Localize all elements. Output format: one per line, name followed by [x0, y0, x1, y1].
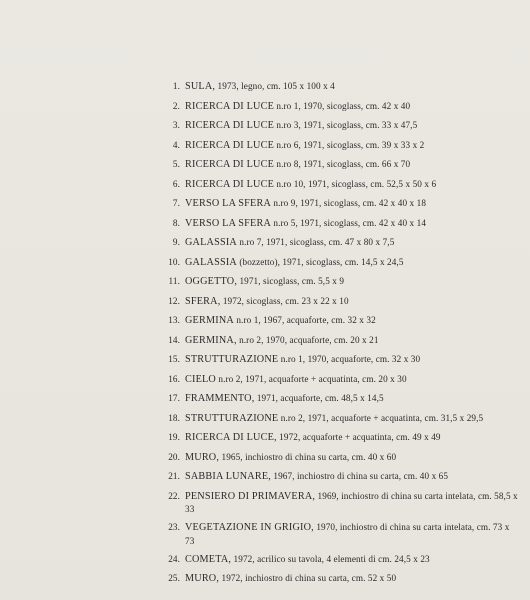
entry-text [185, 451, 520, 464]
entry-text [185, 80, 520, 93]
entry-text [185, 392, 520, 405]
entry-text [185, 236, 520, 249]
catalog-entry [160, 256, 520, 269]
entry-number: 16. [168, 373, 180, 384]
entry-detail: n.ro 3, 1971, sicoglass, cm. 33 x 47,5 [274, 120, 418, 130]
entry-title: VERSO LA SFERA [185, 198, 272, 209]
entry-number: 2. [172, 100, 180, 111]
entry-detail: n.ro 9, 1971, sicoglass, cm. 42 x 40 x 18 [271, 198, 427, 208]
entry-text [185, 373, 520, 386]
entry-detail: n.ro 1, 1970, acquaforte, cm. 32 x 30 [278, 354, 421, 364]
entry-text [185, 158, 520, 171]
entry-number: 13. [168, 315, 180, 325]
catalog-entry [160, 521, 520, 547]
entry-number: 4. [172, 139, 180, 150]
entry-title: SFERA, [185, 295, 221, 307]
catalog-entry [160, 275, 520, 288]
entry-text [185, 431, 520, 444]
entry-title: FRAMMENTO, [185, 393, 255, 404]
artwork-list [160, 80, 520, 592]
catalog-entry [160, 236, 520, 249]
entry-detail: 1972, inchiostro di china su carta, cm. 52 x 50 [219, 573, 397, 583]
entry-detail: n.ro 7, 1971, sicoglass, cm. 47 x 80 x 7,5 [236, 237, 395, 247]
entry-text [185, 275, 520, 288]
entry-number: 18. [168, 412, 180, 423]
entry-number: 5. [172, 159, 180, 169]
entry-text [185, 470, 520, 483]
entry-title: STRUTTURAZIONE [185, 354, 279, 365]
entry-number: 25. [168, 573, 180, 583]
entry-title: SABBIA LUNARE, [185, 471, 272, 482]
entry-number: 12. [168, 295, 180, 306]
catalog-entry [160, 373, 520, 386]
catalog-entry [160, 334, 520, 347]
entry-title: GERMINA, [185, 334, 237, 346]
catalog-entry [160, 158, 520, 171]
entry-title: RICERCA DI LUCE, [185, 432, 277, 443]
entry-text [185, 256, 520, 269]
entry-title: RICERCA DI LUCE [185, 178, 275, 190]
entry-text [185, 100, 520, 113]
entry-title: RICERCA DI LUCE [185, 120, 275, 131]
entry-text [185, 217, 520, 230]
entry-detail: 1969, inchiostro di china su carta intelata, cm. 58,5 x 33 [185, 490, 518, 514]
catalog-entry [160, 139, 520, 152]
entry-detail: n.ro 2, 1970, acquaforte, cm. 20 x 21 [236, 334, 379, 345]
entry-text [185, 119, 520, 132]
entry-text [185, 314, 520, 327]
catalog-entry [160, 470, 520, 483]
entry-text [185, 334, 520, 347]
entry-detail: 1965, inchiostro di china su carta, cm. 40 x 60 [219, 451, 397, 462]
entry-number: 22. [168, 490, 180, 501]
entry-detail: 1971, acquaforte, cm. 48,5 x 14,5 [254, 393, 384, 403]
entry-title: RICERCA DI LUCE [185, 159, 275, 170]
entry-number: 15. [168, 354, 180, 364]
entry-title: VERSO LA SFERA [185, 217, 272, 229]
catalog-entry [160, 119, 520, 132]
entry-number: 10. [168, 256, 180, 267]
entry-number: 1. [172, 81, 180, 91]
entry-text [185, 412, 520, 425]
entry-title: PENSIERO DI PRIMAVERA, [185, 490, 316, 502]
entry-title: VEGETAZIONE IN GRIGIO, [185, 522, 314, 533]
entry-text [185, 139, 520, 152]
entry-text [185, 572, 520, 585]
catalog-entry [160, 490, 520, 516]
entry-detail: n.ro 2, 1971, acquaforte + acquatinta, cm. 31,5 x 29,5 [278, 412, 484, 423]
entry-title: GALASSIA [185, 237, 237, 248]
catalog-entry [160, 100, 520, 113]
entry-title: MURO, [185, 573, 220, 584]
catalog-entry [160, 451, 520, 464]
entry-title: SULA, [185, 81, 216, 92]
entry-detail: 1972, sicoglass, cm. 23 x 22 x 10 [220, 295, 349, 306]
entry-text [185, 521, 520, 547]
entry-title: OGGETTO, [185, 276, 238, 287]
entry-text [185, 197, 520, 210]
entry-detail: n.ro 2, 1971, acquaforte + acquatinta, cm. 20 x 30 [216, 373, 407, 384]
catalog-entry [160, 80, 520, 93]
catalog-entry [160, 353, 520, 366]
entry-number: 24. [168, 553, 180, 564]
entry-text [185, 295, 520, 308]
entry-title: STRUTTURAZIONE [185, 412, 279, 424]
catalog-entry [160, 197, 520, 210]
entry-detail: n.ro 5, 1971, sicoglass, cm. 42 x 40 x 14 [271, 217, 427, 228]
catalog-entry [160, 217, 520, 230]
entry-number: 21. [168, 471, 180, 481]
entry-number: 11. [168, 276, 180, 286]
catalog-entry [160, 295, 520, 308]
entry-number: 6. [172, 178, 180, 189]
entry-text [185, 490, 520, 516]
catalog-entry [160, 431, 520, 444]
entry-detail: 1972, acrilico su tavola, 4 elementi di cm. 24,5 x 23 [231, 553, 430, 564]
entry-number: 3. [172, 120, 180, 130]
entry-text [185, 353, 520, 366]
catalog-entry [160, 392, 520, 405]
entry-title: RICERCA DI LUCE [185, 100, 275, 112]
entry-title: COMETA, [185, 553, 232, 565]
entry-detail: 1971, sicoglass, cm. 5,5 x 9 [237, 276, 345, 286]
entry-number: 19. [168, 432, 180, 442]
entry-detail: n.ro 8, 1971, sicoglass, cm. 66 x 70 [274, 159, 411, 169]
entry-title: RICERCA DI LUCE [185, 139, 275, 151]
catalog-entry [160, 178, 520, 191]
catalog-entry [160, 314, 520, 327]
entry-number: 17. [168, 393, 180, 403]
entry-number: 14. [168, 334, 180, 345]
entry-number: 7. [172, 198, 180, 208]
entry-detail: n.ro 6, 1971, sicoglass, cm. 39 x 33 x 2 [274, 139, 425, 150]
entry-detail: 1970, inchiostro di china su carta intelata, cm. 73 x 73 [185, 522, 510, 546]
entry-detail: n.ro 10, 1971, sicoglass, cm. 52,5 x 50 x 6 [274, 178, 437, 189]
entry-text [185, 178, 520, 191]
catalog-entry [160, 572, 520, 585]
entry-text [185, 553, 520, 566]
entry-detail: (bozzetto), 1971, sicoglass, cm. 14,5 x 24,5 [236, 256, 404, 267]
entry-title: CIELO [185, 373, 216, 385]
catalog-entry [160, 412, 520, 425]
entry-detail: n.ro 1, 1967, acquaforte, cm. 32 x 32 [233, 315, 376, 325]
entry-detail: 1967, inchiostro di china su carta, cm. 40 x 65 [271, 471, 449, 481]
entry-title: GERMINA [185, 315, 234, 326]
entry-detail: 1972, acquaforte + acquatinta, cm. 49 x 49 [276, 432, 441, 442]
entry-detail: 1973, legno, cm. 105 x 100 x 4 [215, 81, 335, 91]
entry-number: 23. [168, 522, 180, 532]
entry-title: MURO, [185, 451, 220, 463]
entry-number: 20. [168, 451, 180, 462]
entry-detail: n.ro 1, 1970, sicoglass, cm. 42 x 40 [274, 100, 411, 111]
entry-number: 9. [172, 237, 180, 247]
entry-title: GALASSIA [185, 256, 237, 268]
catalog-entry [160, 553, 520, 566]
entry-number: 8. [172, 217, 180, 228]
